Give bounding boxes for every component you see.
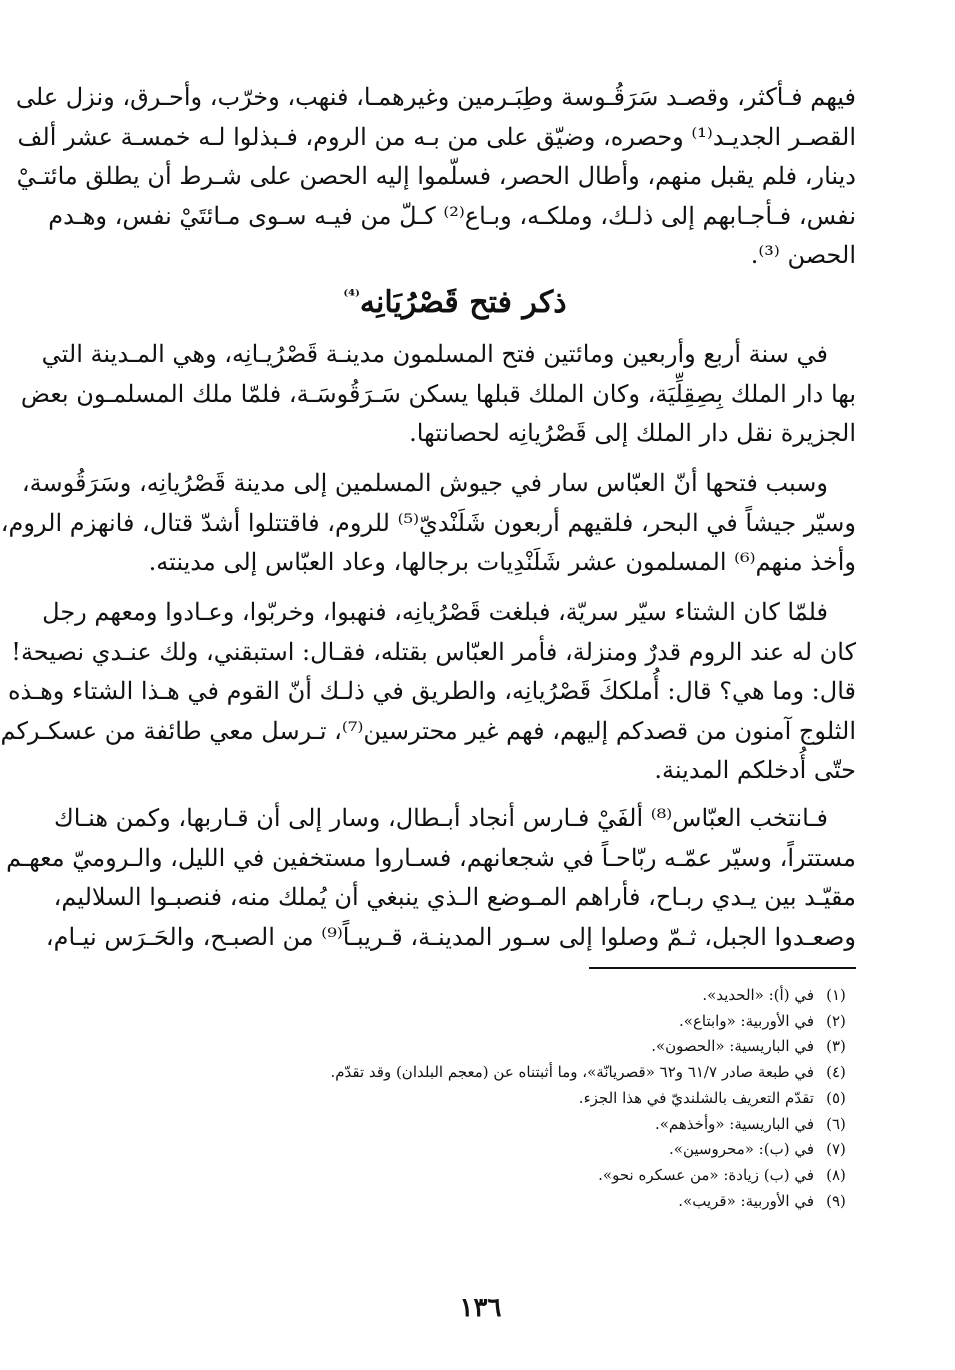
footnote-text: في الباريسية: «الحصون».	[651, 1037, 814, 1056]
footnote-number: (٧)	[826, 1140, 846, 1159]
text-line: في سنة أربع وأربعين ومائتين فتح المسلمون مدينـة قَصْرُيـانِه، وهي المـدينة التي	[41, 340, 828, 368]
footnotes	[106, 983, 858, 1214]
text-line: حتّى أُدخلكم المدينة.	[654, 756, 856, 784]
text-line: فلمّا كان الشتاء سيّر سريّة، فبلغت قَصْرُيانِه، فنهبوا، وخربّوا، وعـادوا ومعهم رجل	[42, 598, 828, 626]
footnote-item	[106, 983, 858, 1009]
footnote-number: (٣)	[826, 1037, 846, 1056]
footnote-number: (٨)	[826, 1165, 846, 1184]
text-line: وصعـدوا الجبل، ثـمّ وصلوا إلى سـور المدينـة، قـريبـاً⁽⁹⁾ من الصبـح، والحَـرَس نيـام،	[45, 922, 856, 951]
text-line: فيهم فـأكثر، وقصـد سَرَقُـوسة وطِبَـرمين وغيرهمـا، فنهب، وخرّب، وأحـرق، ونزل على	[15, 83, 856, 111]
paragraph-2	[20, 335, 856, 454]
footnote-ref: ⁽⁴⁾	[343, 286, 360, 305]
text-line: فـانتخب العبّاس⁽⁸⁾ ألفَيْ فـارس أنجاد أبـطال، وسار إلى أن قـاربها، وكمن هنـاك	[53, 804, 828, 832]
text-line: نفس، فـأجـابهم إلى ذلـك، وملكـه، وبـاع⁽²⁾ كـلّ من فيـه سـوى مـائتَيْ نفس، وهـدم	[48, 201, 856, 230]
footnote-number: (٦)	[826, 1114, 846, 1133]
footnote-separator	[589, 967, 856, 969]
footnote-item	[106, 1060, 858, 1086]
footnote-text: تقدّم التعريف بالشلنديّ في هذا الجزء.	[578, 1088, 814, 1107]
footnote-number: (٤)	[826, 1063, 846, 1082]
footnote-item	[106, 1112, 858, 1138]
text-line: كان له عند الروم قدرٌ ومنزلة، فأمر العبّاس بقتله، فقـال: استبقني، ولك عنـدي نصيحة!	[11, 637, 856, 666]
footnote-item	[106, 1034, 858, 1060]
footnote-item	[106, 1189, 858, 1215]
footnote-number: (٢)	[826, 1011, 846, 1030]
footnote-text: في الأوربية: «قريب».	[678, 1191, 814, 1210]
footnote-text: في الباريسية: «وأخذهم».	[654, 1114, 814, 1133]
footnote-number: (٩)	[826, 1191, 846, 1210]
footnote-number: (١)	[826, 986, 846, 1004]
text-line: وسيّر جيشاً في البحر، فلقيهم أربعون شَلَنْديّ⁽⁵⁾ للروم، فاقتتلوا أشدّ قتال، فانهزم الروم،	[0, 508, 856, 537]
text-line: دينار، فلم يقبل منهم، وأطال الحصر، فسلّموا إليه الحصن على شـرط أن يطلق مائتـيْ	[16, 162, 856, 190]
footnote-item	[106, 1086, 858, 1112]
text-line: قال: وما هي؟ قال: أُملككَ قَصْرُيانِه، والطريق في ذلـك أنّ القوم في هـذا الشتاء وهـذه	[7, 677, 856, 705]
text-line: بها دار الملك بِصِقِلِّيَة، وكان الملك قبلها يسكن سَـرَقُوسَـة، فلمّا ملك المسلمـون بعض	[20, 379, 856, 408]
footnote-text: في (أ): «الحديد».	[702, 986, 814, 1004]
text-line: الحصن ⁽³⁾.	[750, 241, 856, 269]
footnote-item	[106, 1163, 858, 1189]
text-line: مستتراً، وسيّر عمّـه ربّاحـاً في شجعانهم، فسـاروا مستخفين في الليل، والـروميّ معهـم	[6, 843, 856, 872]
paragraph-4	[0, 593, 856, 791]
text-line: وأخذ منهم⁽⁶⁾ المسلمون عشر شَلَنْدِيات برجالها، وعاد العبّاس إلى مدينته.	[148, 548, 856, 576]
text-line: القصـر الجديـد⁽¹⁾ وحصره، وضيّق على من بـه من الروم، فـبذلوا لـه خمسـة عشر ألف	[17, 122, 856, 151]
page-number: ١٣٦	[459, 1293, 502, 1323]
footnote-text: في الأوربية: «وابتاع».	[679, 1011, 814, 1030]
footnote-item	[106, 1009, 858, 1035]
text-line: الجزيرة نقل دار الملك إلى قَصْرُيانِه لحصانتها.	[409, 419, 856, 447]
paragraph-5	[6, 799, 856, 957]
text-line: مقيّـد بين يـدي ربـاح، فأراهم المـوضع الـذي ينبغي أن يُملك منه، فنصبـوا السلاليم،	[53, 883, 856, 911]
footnote-text: في (ب) زيادة: «من عسكره نحو».	[598, 1165, 814, 1184]
footnote-number: (٥)	[826, 1088, 846, 1107]
footnote-text: في (ب): «محروسين».	[669, 1140, 814, 1159]
footnote-item	[106, 1137, 858, 1163]
text-line: وسبب فتحها أنّ العبّاس سار في جيوش المسلمين إلى مدينة قَصْرُيانِه، وسَرَقُوسة،	[21, 469, 828, 497]
section-heading	[54, 272, 856, 327]
paragraph-1	[15, 78, 856, 276]
section-heading-text: ذكر فتح قَصْرُيَانِه	[359, 285, 567, 320]
text-line: الثلوج آمنون من قصدكم إليهم، فهم غير محترسين⁽⁷⁾، تـرسل معي طائفة من عسكـركم	[0, 716, 856, 745]
footnote-text: في طبعة صادر ٦١/٧ و٦٢ «قصريانّة»، وما أثبتناه عن (معجم البلدان) وقد تقدّم.	[330, 1063, 814, 1082]
paragraph-3	[0, 464, 856, 583]
